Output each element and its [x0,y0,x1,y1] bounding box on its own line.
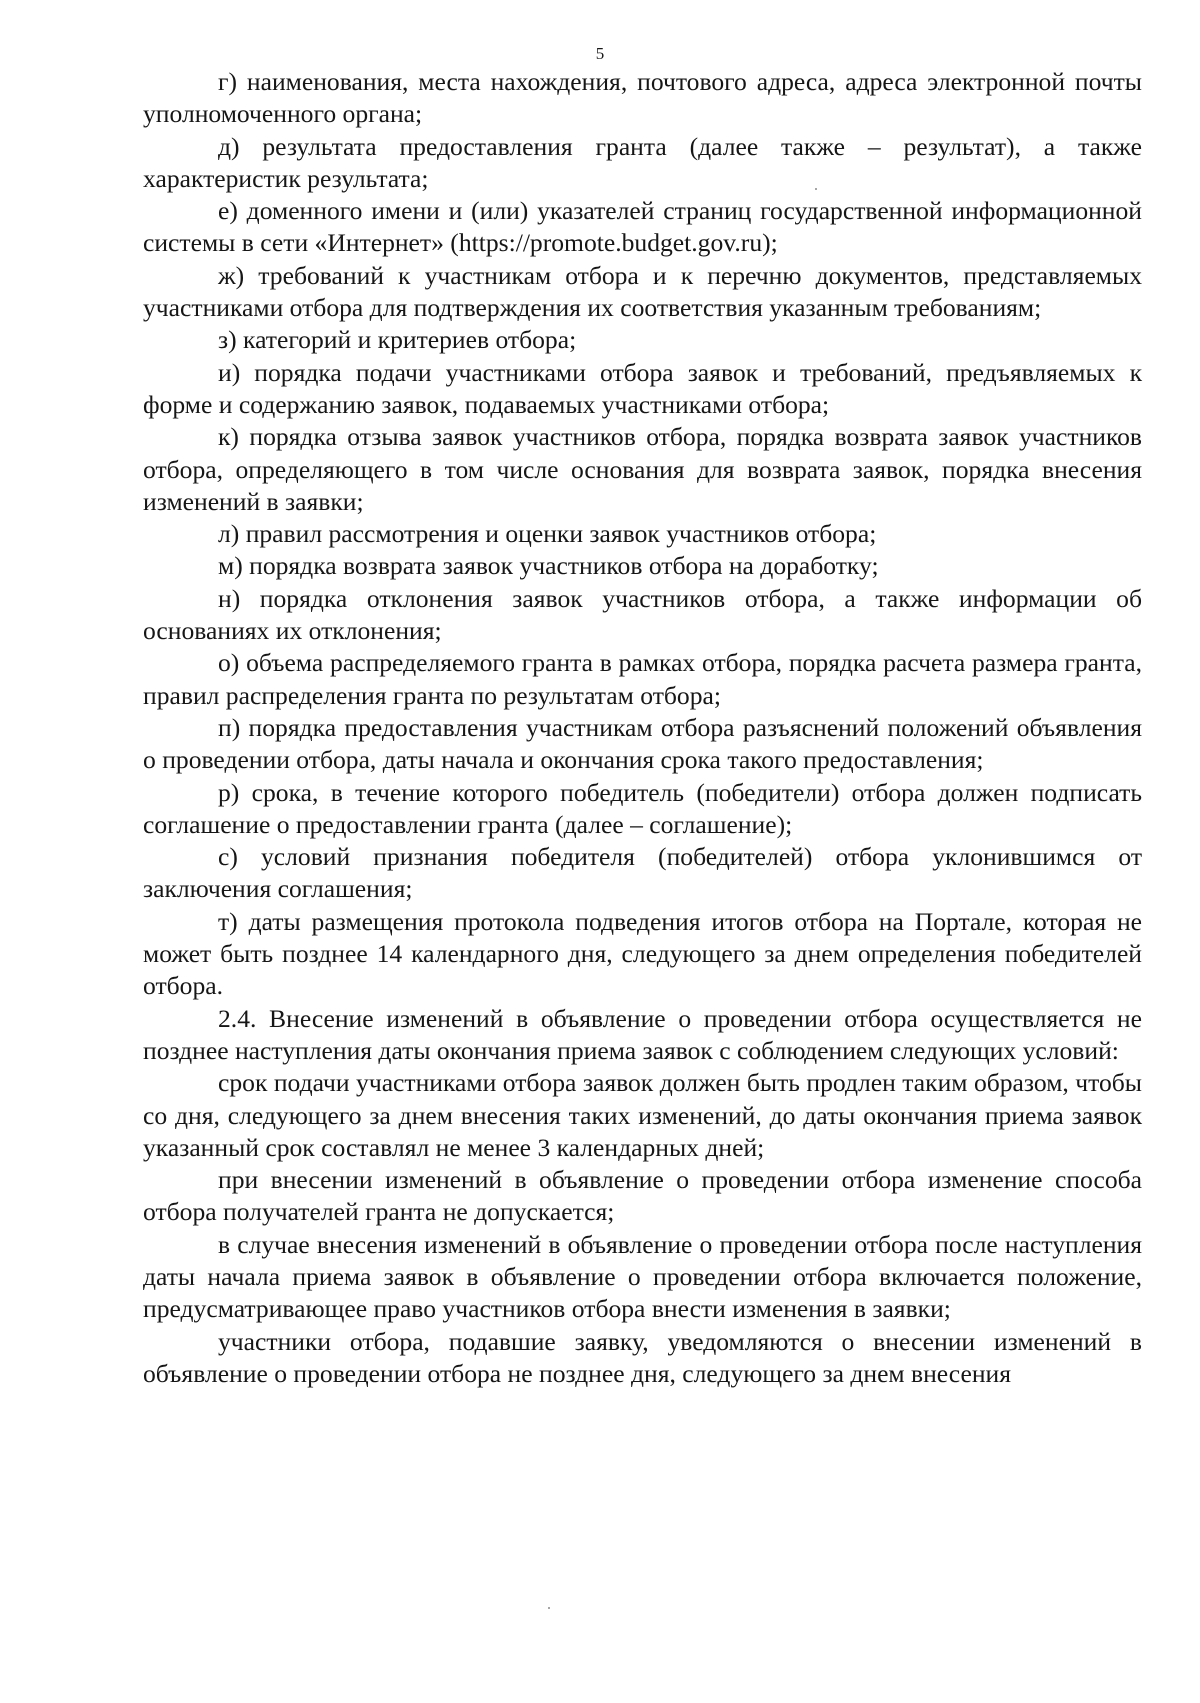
paragraph-condition-method: при внесении изменений в объявление о проведении отбора изменение способа отбора получателей гранта не допускается; [143,1165,1142,1227]
paragraph-s: с) условий признания победителя (победителей) отбора уклонившимся от заключения соглашения; [143,842,1142,904]
paragraph-g: г) наименования, места нахождения, почтового адреса, адреса электронной почты уполномоченного органа; [143,67,1142,129]
paragraph-i: и) порядка подачи участниками отбора заявок и требований, предъявляемых к форме и содержанию заявок, подаваемых участниками отбора; [143,357,1142,419]
paragraph-k: к) порядка отзыва заявок участников отбора, порядка возврата заявок участников отбора, определяющего в том числе основания для возврата заявок, порядка внесения изменений в заявки; [143,422,1142,516]
scan-speck [815,188,817,190]
paragraph-condition-term: срок подачи участниками отбора заявок должен быть продлен таким образом, чтобы со дня, следующего за днем внесения таких изменений, до даты окончания приема заявок указанный срок составлял не менее 3 календарных дней; [143,1068,1142,1162]
paragraph-m: м) порядка возврата заявок участников отбора на доработку; [218,551,879,581]
paragraph-condition-notify: участники отбора, подавшие заявку, уведомляются о внесении изменений в объявление о проведении отбора не позднее дня, следующего за днем внесения [143,1326,1142,1388]
paragraph-z: з) категорий и критериев отбора; [218,325,577,355]
paragraph-r: р) срока, в течение которого победитель (победители) отбора должен подписать соглашение о предоставлении гранта (далее – соглашение); [143,777,1142,839]
paragraph-p: п) порядка предоставления участникам отбора разъяснений положений объявления о проведении отбора, даты начала и окончания срока такого предоставления; [143,712,1142,775]
paragraph-n: н) порядка отклонения заявок участников отбора, а также информации об основаниях их отклонения; [143,583,1142,646]
paragraph-l: л) правил рассмотрения и оценки заявок участников отбора; [218,519,877,549]
document-body [143,66,1142,1390]
paragraph-zh: ж) требований к участникам отбора и к перечню документов, представляемых участниками отбора для подтверждения их соответствия указанным требованиям; [143,260,1142,323]
paragraph-d: д) результата предоставления гранта (далее также – результат), а также характеристик результата; [143,131,1142,193]
paragraph-condition-amend: в случае внесения изменений в объявление о проведении отбора после наступления даты начала приема заявок в объявление о проведении отбора включается положение, предусматривающее право участников отбора внести изменения в заявки; [143,1229,1142,1324]
scan-speck [548,1607,550,1609]
paragraph-o: о) объема распределяемого гранта в рамках отбора, порядка расчета размера гранта, правил распределения гранта по результатам отбора; [143,648,1142,710]
paragraph-t: т) даты размещения протокола подведения итогов отбора на Портале, которая не может быть позднее 14 календарного дня, следующего за днем определения победителей отбора. [143,906,1142,1001]
paragraph-2-4: 2.4. Внесение изменений в объявление о проведении отбора осуществляется не позднее наступления даты окончания приема заявок с соблюдением следующих условий: [143,1003,1142,1065]
paragraph-e: е) доменного имени и (или) указателей страниц государственной информационной системы в сети «Интернет» (https://promote.budget.gov.ru); [143,196,1142,258]
page-number: 5 [595,44,605,63]
